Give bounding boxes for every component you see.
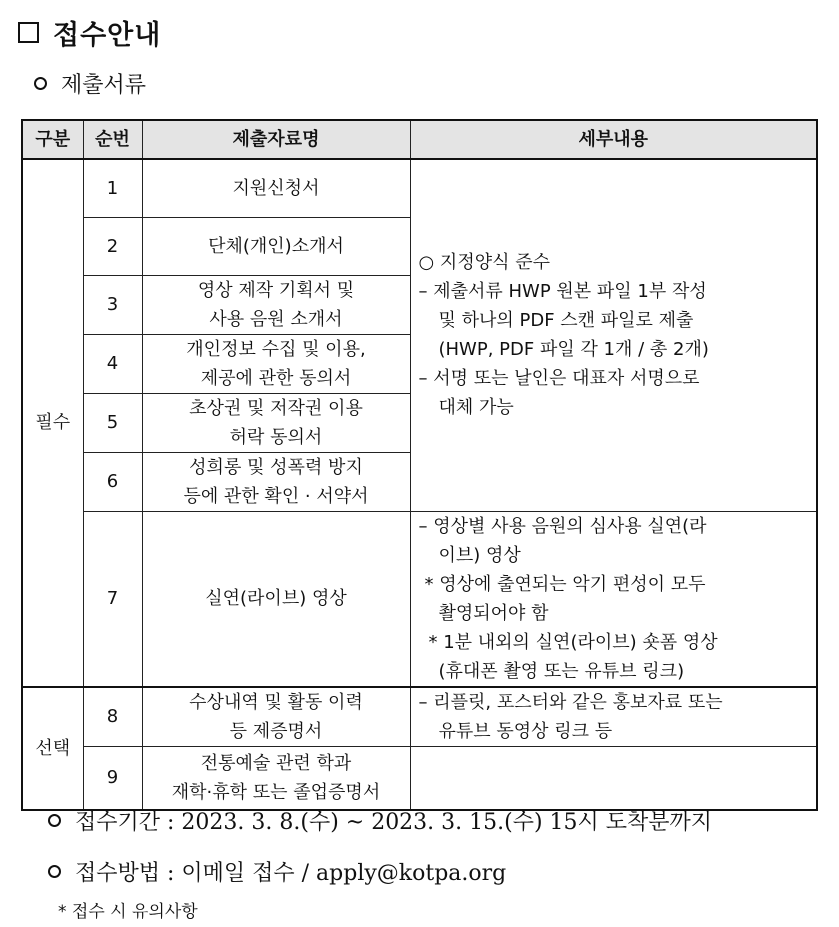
document-name xyxy=(142,334,410,393)
row-number: 6 xyxy=(83,452,142,511)
circle-bullet-icon xyxy=(48,814,61,827)
detail-line: – 리플릿, 포스터와 같은 홍보자료 또는 xyxy=(418,691,723,713)
receipt-method-text: 접수방법 : 이메일 접수 / apply@kotpa.org xyxy=(75,861,507,886)
details-cell-empty xyxy=(410,746,817,810)
receipt-note: * 접수 시 유의사항 xyxy=(58,902,198,922)
row-number: 7 xyxy=(83,511,142,687)
header-details: 세부내용 xyxy=(410,120,817,159)
circle-bullet-icon xyxy=(48,865,61,878)
document-name xyxy=(142,217,410,275)
detail-line: 이브) 영상 xyxy=(438,544,521,566)
document-name-line: 재학·휴학 또는 졸업증명서 xyxy=(171,781,381,803)
document-name-line: 수상내역 및 활동 이력 xyxy=(189,691,363,713)
document-name-line: 개인정보 수집 및 이용, xyxy=(186,338,366,360)
row-number: 5 xyxy=(83,393,142,452)
detail-line: (휴대폰 촬영 또는 유튜브 링크) xyxy=(438,660,685,682)
document-name xyxy=(142,393,410,452)
details-cell xyxy=(410,159,817,511)
detail-line: 유튜브 동영상 링크 등 xyxy=(438,720,613,742)
subheading xyxy=(34,68,146,99)
group-required: 필수 xyxy=(22,159,83,687)
group-optional: 선택 xyxy=(22,687,83,811)
receipt-period xyxy=(48,805,712,836)
document-name xyxy=(142,275,410,334)
detail-line: 및 하나의 PDF 스캔 파일로 제출 xyxy=(438,310,694,332)
detail-line: – 제출서류 HWP 원본 파일 1부 작성 xyxy=(418,281,707,303)
details-cell xyxy=(410,511,817,687)
header-category: 구분 xyxy=(22,120,83,159)
document-name-line: 성희롱 및 성폭력 방지 xyxy=(189,456,363,478)
document-name-line: 등에 관한 확인 · 서약서 xyxy=(183,485,369,507)
document-name-line: 제공에 관한 동의서 xyxy=(200,367,352,389)
row-number: 2 xyxy=(83,217,142,275)
detail-line: – 서명 또는 날인은 대표자 서명으로 xyxy=(418,368,700,390)
receipt-period-text: 접수기간 : 2023. 3. 8.(수) ~ 2023. 3. 15.(수) 15시 도착분까지 xyxy=(75,810,713,835)
row-number: 9 xyxy=(83,746,142,810)
detail-line: 촬영되어야 함 xyxy=(438,602,549,624)
document-name xyxy=(142,511,410,687)
document-name xyxy=(142,452,410,511)
subheading-text: 제출서류 xyxy=(61,73,147,98)
document-name xyxy=(142,687,410,747)
table-row xyxy=(22,511,817,687)
row-number: 1 xyxy=(83,159,142,217)
document-name-line: 전통예술 관련 학과 xyxy=(200,752,352,774)
row-number: 8 xyxy=(83,687,142,747)
table-row xyxy=(22,159,817,217)
document-name-line: 등 제증명서 xyxy=(229,720,323,742)
documents-table xyxy=(21,119,818,811)
detail-line: 대체 가능 xyxy=(438,397,514,419)
section-title-text: 접수안내 xyxy=(53,19,162,51)
section-title xyxy=(18,12,161,52)
document-name-line: 영상 제작 기획서 및 xyxy=(197,279,355,301)
document-name-line: 실연(라이브) 영상 xyxy=(205,588,347,609)
document-name xyxy=(142,746,410,810)
detail-line: ○ 지정양식 준수 xyxy=(418,252,550,274)
document-name-line: 사용 음원 소개서 xyxy=(209,308,343,330)
table-row xyxy=(22,746,817,810)
document-name-line: 지원신청서 xyxy=(232,177,320,199)
document-name xyxy=(142,159,410,217)
document-name-line: 단체(개인)소개서 xyxy=(208,235,344,257)
detail-line: * 영상에 출연되는 악기 편성이 모두 xyxy=(424,573,706,595)
receipt-method xyxy=(48,856,506,887)
row-number: 3 xyxy=(83,275,142,334)
detail-line: – 영상별 사용 음원의 심사용 실연(라 xyxy=(418,515,707,537)
table-header-row xyxy=(22,120,817,159)
row-number: 4 xyxy=(83,334,142,393)
document-name-line: 초상권 및 저작권 이용 xyxy=(189,397,363,419)
header-number: 순번 xyxy=(83,120,142,159)
detail-line: (HWP, PDF 파일 각 1개 / 총 2개) xyxy=(438,339,709,361)
table-row xyxy=(22,687,817,747)
detail-line: * 1분 내외의 실연(라이브) 숏폼 영상 xyxy=(428,631,718,653)
document-name-line: 허락 동의서 xyxy=(229,426,323,448)
header-document-name: 제출자료명 xyxy=(142,120,410,159)
details-cell xyxy=(410,687,817,747)
checkbox-square-icon xyxy=(18,22,39,43)
circle-bullet-icon xyxy=(34,77,47,90)
